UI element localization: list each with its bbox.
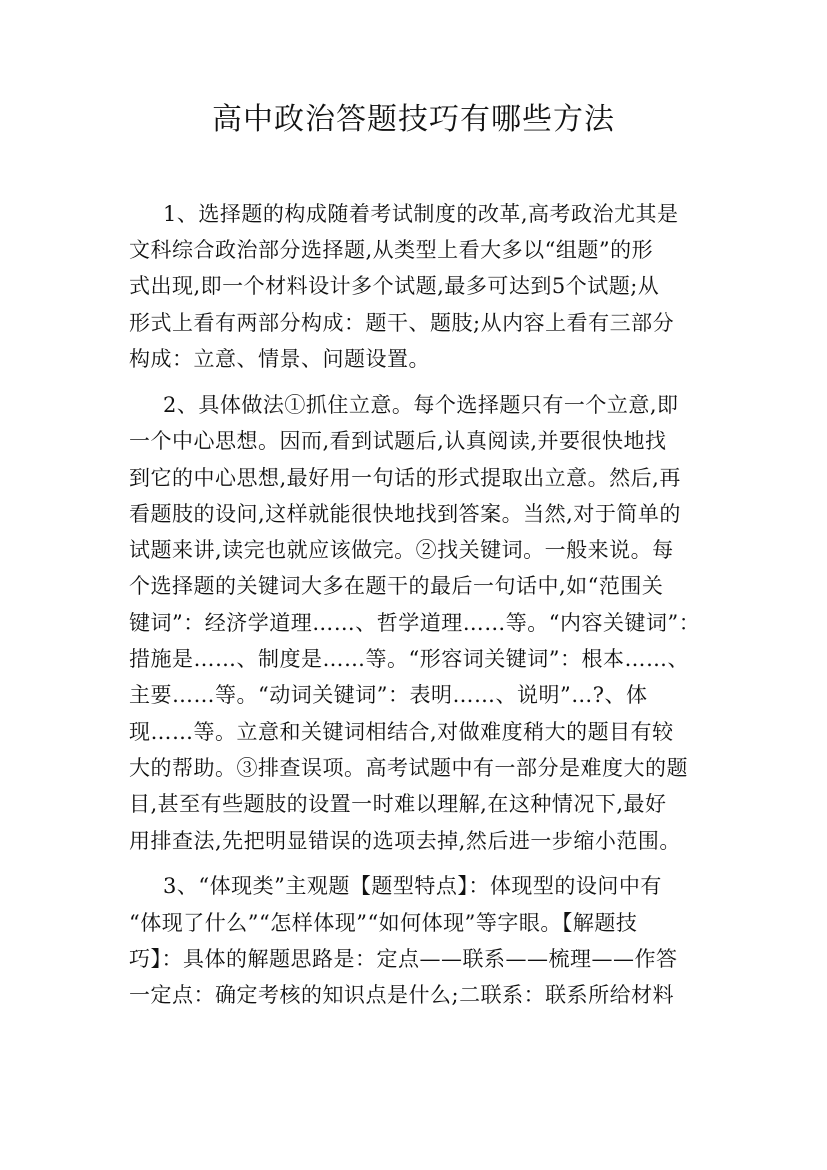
text-line: 目,甚至有些题肢的设置一时难以理解,在这种情况下,最好 bbox=[129, 792, 667, 816]
text-line: 用排查法,先把明显错误的选项去掉,然后进一步缩小范围。 bbox=[129, 829, 681, 853]
text-line: 键词”：经济学道理……、哲学道理……等。“内容关键词”： bbox=[129, 611, 701, 635]
text-line: 一个中心思想。因而,看到试题后,认真阅读,并要很快地找 bbox=[129, 429, 667, 453]
text-line: 构成：立意、情景、问题设置。 bbox=[129, 347, 430, 371]
text-line: 式出现,即一个材料设计多个试题,最多可达到5个试题;从 bbox=[129, 274, 660, 298]
text-line: 文科综合政治部分选择题,从类型上看大多以“组题”的形 bbox=[129, 238, 654, 262]
document-title: 高中政治答题技巧有哪些方法 bbox=[212, 102, 615, 137]
text-line: 形式上看有两部分构成：题干、题肢;从内容上看有三部分 bbox=[129, 311, 675, 335]
text-line: 措施是……、制度是……等。“形容词关键词”：根本……、 bbox=[129, 647, 689, 671]
text-line: 现……等。立意和关键词相结合,对做难度稍大的题目有较 bbox=[129, 720, 674, 744]
text-line: 1、选择题的构成随着考试制度的改革,高考政治尤其是 bbox=[163, 202, 679, 226]
text-line: 一定点：确定考核的知识点是什么;二联系：联系所给材料 bbox=[129, 983, 675, 1007]
text-line: 个选择题的关键词大多在题干的最后一句话中,如“范围关 bbox=[129, 574, 664, 598]
text-line: “体现了什么”“怎样体现”“如何体现”等字眼。【解题技 bbox=[129, 911, 638, 935]
text-line: 主要……等。“动词关键词”：表明……、说明”…?、体 bbox=[129, 683, 648, 707]
text-line: 2、具体做法①抓住立意。每个选择题只有一个立意,即 bbox=[163, 393, 679, 417]
text-line: 试题来讲,读完也就应该做完。②找关键词。一般来说。每 bbox=[129, 538, 674, 562]
text-line: 大的帮助。③排查误项。高考试题中有一部分是难度大的题 bbox=[129, 756, 688, 780]
text-line: 巧】：具体的解题思路是：定点——联系——梳理——作答 bbox=[129, 947, 678, 971]
text-line: 看题肢的设问,这样就能很快地找到答案。当然,对于简单的 bbox=[129, 502, 681, 526]
text-line: 3、“体现类”主观题【题型特点】：体现型的设问中有 bbox=[163, 874, 662, 898]
text-line: 到它的中心思想,最好用一句话的形式提取出立意。然后,再 bbox=[129, 466, 681, 490]
